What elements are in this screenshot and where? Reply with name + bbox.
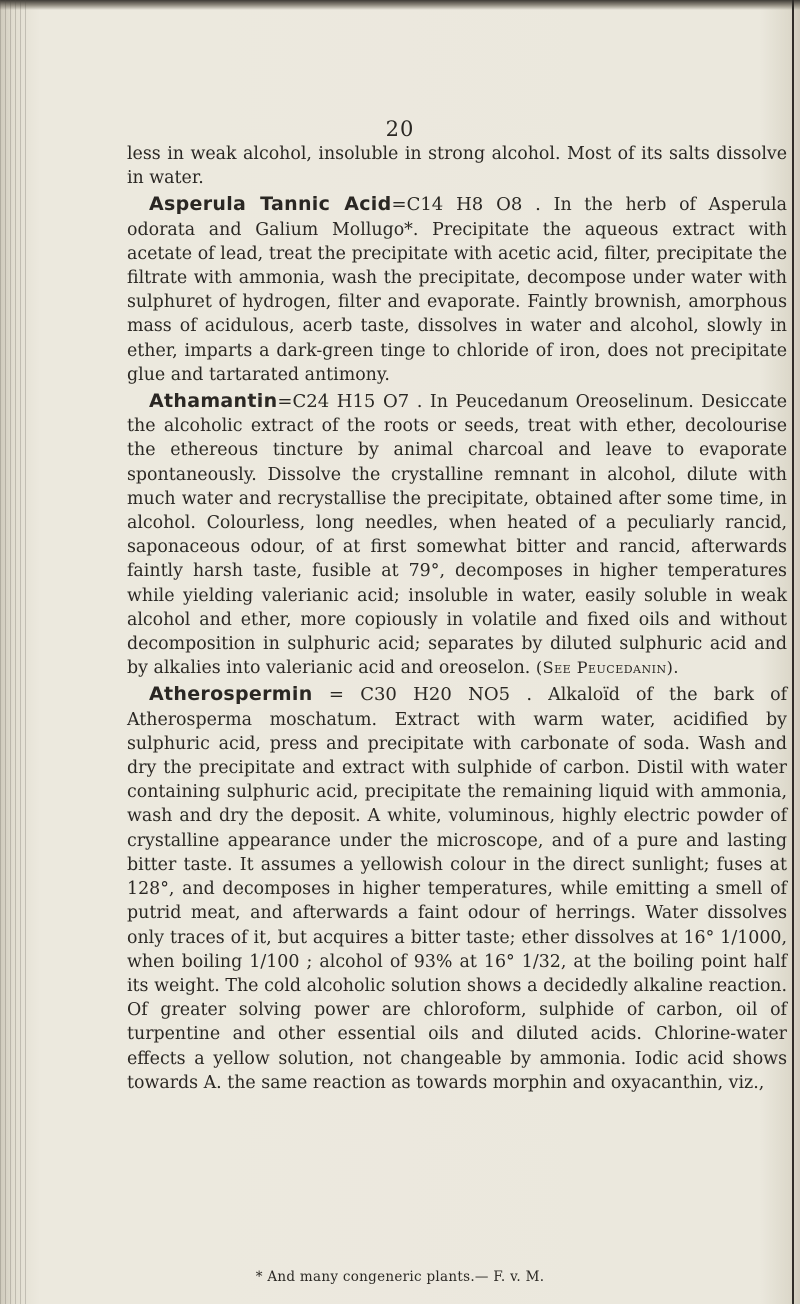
page-top-edge [0, 0, 800, 10]
cross-reference: (See Peucedanin). [535, 658, 679, 678]
page-number: 20 [385, 117, 415, 141]
entry-atherospermin [127, 682, 787, 1094]
entry-headword: Asperula Tannic Acid [149, 193, 392, 216]
footnote: * And many congeneric plants.— F. v. M. [255, 1269, 545, 1285]
entry-formula: =C24 H15 O7 . [277, 391, 423, 413]
entry-formula: =C14 H8 O8 . [391, 194, 541, 216]
entry-formula: = C30 H20 NO5 . [312, 684, 533, 706]
binding-edge [0, 0, 26, 1304]
page-right-edge [792, 0, 794, 1304]
entry-athamantin [127, 389, 787, 680]
entry-asperula-tannic-acid [127, 192, 787, 387]
entry-body: Alkaloïd of the bark of Atherosperma moschatum. Extract with warm water, acidified by sulphuric acid, press and precipitate with carbonate of soda. Wash and dry the precipitate and extract with sulphide of carbon. Distil with water containing sulphuric acid, precipitate the remaining liquid with ammonia, wash and dry the deposit. A white, voluminous, highly electric powder of crystalline appearance under the microscope, and of a pure and lasting bitter taste. It assumes a yellowish colour in the direct sunlight; fuses at 128°, and decomposes in higher temperatures, while emitting a smell of putrid meat, and afterwards a faint odour of herrings. Water dissolves only traces of it, but acquires a bitter taste; ether dissolves at 16° 1/1000, when boiling 1/100 ; alcohol of 93% at 16° 1/32, at the boiling point half its weight. The cold alcoholic solution shows a decidedly alkaline reaction. Of greater solving power are chloroform, sulphide of carbon, oil of turpentine and other essential oils and diluted acids. Chlorine-water effects a yellow solution, not changeable by ammonia. Iodic acid shows towards A. the same reaction as towards morphin and oxyacanthin, viz., [127, 685, 787, 1093]
continued-paragraph: less in weak alcohol, insoluble in strong alcohol. Most of its salts dissolve in water. [127, 144, 787, 189]
entry-headword: Athamantin [149, 390, 278, 413]
entry-headword: Atherospermin [149, 683, 313, 706]
entry-body: In the herb of Asperula odorata and Galium Mollugo*. Precipitate the aqueous extract with acetate of lead, treat the precipitate with acetic acid, filter, precipitate the filtrate with ammonia, wash the precipitate, decompose under water with sulphuret of hydrogen, filter and evaporate. Faintly brownish, amorphous mass of acidulous, acerb taste, dissolves in water and alcohol, slowly in ether, imparts a dark-green tinge to chloride of iron, does not precipitate glue and tartarated antimony. [127, 195, 787, 385]
page-body [127, 142, 787, 1097]
entry-body: In Peucedanum Oreoselinum. Desiccate the alcoholic extract of the roots or seeds, treat with ether, decolourise the ethereous tincture by animal charcoal and leave to evaporate spontaneously. Dissolve the crystalline remnant in alcohol, dilute with much water and recrystallise the precipitate, obtained after some time, in alcohol. Colourless, long needles, when heated of a peculiarly rancid, saponaceous odour, of at first somewhat bitter and rancid, afterwards faintly harsh taste, fusible at 79°, decomposes in higher temperatures while yielding valerianic acid; insoluble in water, easily soluble in weak alcohol and ether, more copiously in volatile and fixed oils and without decomposition in sulphuric acid; separates by diluted sulphuric acid and by alkalies into valerianic acid and oreoselon. [127, 392, 787, 679]
